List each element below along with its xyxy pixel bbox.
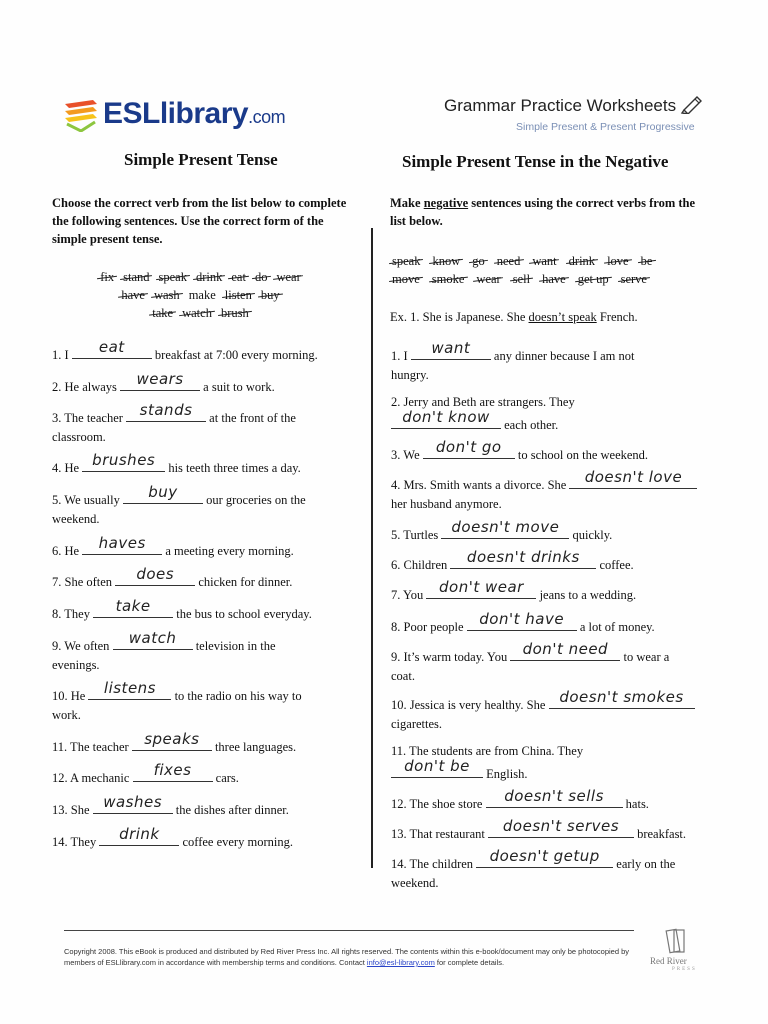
question-prompt: 12. A mechanic <box>52 771 133 785</box>
answer-blank[interactable] <box>391 757 483 778</box>
negative-word: negative <box>423 196 469 210</box>
handwritten-answer: doesn't serves <box>502 817 620 835</box>
question-prompt: 12. The shoe store <box>391 797 486 811</box>
question-prompt: 14. The children <box>391 857 477 871</box>
question-continuation: evenings. <box>52 658 100 672</box>
word-bank-word: smoke <box>431 272 465 286</box>
question-prompt: 5. Turtles <box>391 528 442 542</box>
question-prompt: 8. They <box>52 607 94 621</box>
word-bank-word: fix <box>100 270 115 284</box>
handwritten-answer: doesn't sells <box>504 787 604 805</box>
logo-text: ESLlibrary <box>103 97 249 130</box>
word-bank-word: wash <box>153 288 180 302</box>
answer-blank[interactable] <box>569 468 697 489</box>
question-prompt: 4. Mrs. Smith wants a divorce. She <box>391 478 570 492</box>
handwritten-answer: stands <box>139 401 193 419</box>
word-bank-word: want <box>532 254 557 268</box>
question-prompt: 13. She <box>52 803 93 817</box>
word-bank-word: get up <box>577 272 609 286</box>
word-bank-word: love <box>607 254 629 268</box>
question-continuation: three languages. <box>211 740 297 754</box>
answer-blank[interactable] <box>423 438 515 459</box>
question-13 <box>52 793 364 820</box>
question-continuation: each other. <box>501 418 559 432</box>
esl-library-logo <box>63 96 293 136</box>
question-continuation: chicken for dinner. <box>195 575 293 589</box>
question-9 <box>52 629 364 675</box>
handwritten-answer: watch <box>128 629 177 647</box>
question-11 <box>52 730 364 757</box>
handwritten-answer: don't wear <box>439 578 524 596</box>
logo-suffix: .com <box>248 107 286 127</box>
word-bank-word: drink <box>195 270 223 284</box>
answer-blank[interactable] <box>510 640 620 661</box>
answer-blank[interactable] <box>391 408 501 429</box>
answer-blank[interactable] <box>126 401 206 422</box>
question-5 <box>52 483 364 529</box>
answer-blank[interactable] <box>88 679 171 700</box>
left-title: Simple Present Tense <box>124 150 278 169</box>
handwritten-answer: don't have <box>479 610 565 628</box>
handwritten-answer: don't know <box>402 408 490 426</box>
answer-blank[interactable] <box>99 825 179 846</box>
question-prompt: 13. That restaurant <box>391 827 488 841</box>
question-continuation: a meeting every morning. <box>162 544 294 558</box>
question-prompt: 6. He <box>52 544 83 558</box>
word-bank-row <box>392 252 712 270</box>
question-continuation: work. <box>52 708 81 722</box>
handwritten-answer: drink <box>119 825 160 843</box>
handwritten-answer: doesn't getup <box>489 847 600 865</box>
question-prompt: 8. Poor people <box>391 620 467 634</box>
word-bank-word: be <box>640 254 653 268</box>
handwritten-answer: doesn't move <box>451 518 560 536</box>
word-bank-word: stand <box>123 270 150 284</box>
question-8 <box>52 597 364 624</box>
word-bank-word: have <box>542 272 566 286</box>
question-9 <box>391 640 716 686</box>
word-bank-word: take <box>152 306 174 320</box>
question-14 <box>391 847 716 893</box>
answer-blank[interactable] <box>72 338 152 359</box>
question-7 <box>52 565 364 592</box>
word-bank-word: know <box>432 254 461 268</box>
question-prompt: 14. They <box>52 835 100 849</box>
answer-blank[interactable] <box>450 548 596 569</box>
word-bank-row <box>60 286 350 304</box>
question-2 <box>391 393 716 435</box>
word-bank-word: drink <box>568 254 596 268</box>
question-prompt: 9. We often <box>52 639 113 653</box>
answer-blank[interactable] <box>488 817 634 838</box>
question-continuation: at the front of the <box>206 411 296 425</box>
question-continuation: the dishes after dinner. <box>172 803 289 817</box>
question-prompt: 2. Jerry and Beth are strangers. They <box>391 395 575 409</box>
question-continuation: any dinner because I am not <box>490 349 635 363</box>
question-continuation: coat. <box>391 669 415 683</box>
word-bank-word: do <box>254 270 268 284</box>
handwritten-answer: want <box>431 339 471 357</box>
question-prompt: 9. It’s warm today. You <box>391 650 511 664</box>
question-continuation: weekend. <box>52 512 100 526</box>
right-instructions: Make negative sentences using the correct verbs from the list below. <box>390 196 696 228</box>
question-continuation: to school on the weekend. <box>514 448 649 462</box>
question-10 <box>391 688 716 734</box>
word-bank-row <box>392 270 712 288</box>
question-prompt: 3. We <box>391 448 423 462</box>
word-bank-row <box>60 268 350 286</box>
handwritten-answer: listens <box>103 679 156 697</box>
publisher-name: Red River <box>650 956 687 966</box>
answer-blank[interactable] <box>486 787 623 808</box>
word-bank-word: sell <box>512 272 531 286</box>
handwritten-answer: take <box>115 597 151 615</box>
question-10 <box>52 679 364 725</box>
question-continuation: the bus to school everyday. <box>173 607 312 621</box>
answer-blank[interactable] <box>476 847 613 868</box>
word-bank-word: watch <box>182 306 212 320</box>
question-7 <box>391 578 716 605</box>
answer-blank[interactable] <box>426 578 536 599</box>
handwritten-answer: don't go <box>435 438 502 456</box>
answer-blank[interactable] <box>441 518 569 539</box>
question-6 <box>391 548 716 575</box>
question-4 <box>391 468 716 514</box>
question-3 <box>52 401 364 447</box>
question-continuation: breakfast. <box>633 827 687 841</box>
question-continuation: his teeth three times a day. <box>165 461 301 475</box>
answer-blank[interactable] <box>93 597 173 618</box>
question-prompt: 1. I <box>52 348 72 362</box>
question-prompt: 1. I <box>391 349 411 363</box>
question-1 <box>52 338 364 365</box>
contact-email-link[interactable]: info@esl-library.com <box>366 958 435 967</box>
question-continuation: her husband anymore. <box>391 497 502 511</box>
handwritten-answer: doesn't smokes <box>559 688 684 706</box>
question-5 <box>391 518 716 545</box>
question-continuation: television in the <box>192 639 276 653</box>
word-bank-word: wear <box>276 270 301 284</box>
question-prompt: 2. He always <box>52 380 121 394</box>
series-title: Grammar Practice Worksheets <box>444 96 677 115</box>
handwritten-answer: don't need <box>522 640 609 658</box>
question-continuation: English. <box>483 767 528 781</box>
question-2 <box>52 370 364 397</box>
question-8 <box>391 610 716 637</box>
pencil-icon <box>680 92 704 114</box>
question-continuation: cigarettes. <box>391 717 443 731</box>
series-subtitle: Simple Present & Present Progressive <box>516 121 695 133</box>
question-continuation: weekend. <box>391 876 439 890</box>
question-1 <box>391 339 716 385</box>
question-prompt: 7. She often <box>52 575 116 589</box>
word-bank-word: eat <box>231 270 246 284</box>
footer-rule <box>64 930 634 931</box>
question-prompt: 3. The teacher <box>52 411 127 425</box>
question-12 <box>391 787 716 814</box>
publisher-sub: PRESS <box>672 967 697 972</box>
question-prompt: 6. Children <box>391 558 451 572</box>
handwritten-answer: speaks <box>144 730 200 748</box>
question-continuation: early on the <box>613 857 676 871</box>
answer-blank[interactable] <box>120 370 200 391</box>
question-prompt: 10. He <box>52 689 89 703</box>
question-prompt: 4. He <box>52 461 83 475</box>
answer-blank[interactable] <box>549 688 695 709</box>
answer-blank[interactable] <box>133 761 213 782</box>
handwritten-answer: doesn't drinks <box>466 548 580 566</box>
word-bank-word: move <box>392 272 420 286</box>
question-continuation: a lot of money. <box>576 620 655 634</box>
question-prompt: 11. The teacher <box>52 740 132 754</box>
handwritten-answer: doesn't love <box>584 468 683 486</box>
book-stack-icon <box>63 98 99 132</box>
question-continuation: quickly. <box>569 528 613 542</box>
handwritten-answer: don't be <box>404 757 470 775</box>
example-sentence: Ex. 1. She is Japanese. She doesn’t speak French. <box>390 310 638 324</box>
word-bank-word: go <box>472 254 485 268</box>
handwritten-answer: brushes <box>92 451 156 469</box>
question-prompt: 10. Jessica is very healthy. She <box>391 698 549 712</box>
handwritten-answer: does <box>136 565 175 583</box>
word-bank-word: wear <box>476 272 501 286</box>
question-prompt: 7. You <box>391 588 427 602</box>
question-continuation: hats. <box>622 797 649 811</box>
answer-blank[interactable] <box>82 534 162 555</box>
question-continuation: breakfast at 7:00 every morning. <box>151 348 318 362</box>
handwritten-answer: haves <box>98 534 146 552</box>
question-continuation: jeans to a wedding. <box>536 588 637 602</box>
question-14 <box>52 825 364 852</box>
red-river-books-icon <box>660 926 692 956</box>
question-3 <box>391 438 716 465</box>
answer-blank[interactable] <box>115 565 195 586</box>
question-continuation: to wear a <box>620 650 670 664</box>
question-prompt: 5. We usually <box>52 493 123 507</box>
right-title: Simple Present Tense in the Negative <box>402 152 669 171</box>
question-continuation: to the radio on his way to <box>171 689 302 703</box>
question-11 <box>391 742 716 784</box>
word-bank-word: serve <box>620 272 647 286</box>
word-bank-word: buy <box>260 288 280 302</box>
left-word-bank <box>60 268 350 322</box>
word-bank-word: brush <box>220 306 249 320</box>
word-bank-word: have <box>121 288 145 302</box>
answer-blank[interactable] <box>82 451 165 472</box>
question-continuation: hungry. <box>391 368 429 382</box>
right-word-bank <box>392 252 712 288</box>
question-4 <box>52 451 364 478</box>
handwritten-answer: buy <box>148 483 178 501</box>
example-answer: doesn’t speak <box>528 310 597 324</box>
question-continuation: cars. <box>212 771 239 785</box>
answer-blank[interactable] <box>93 793 173 814</box>
copyright-notice: Copyright 2008. This eBook is produced and distributed by Red River Press Inc. All rights reserved. The contents within this e-book/document may only be photocopied by members of ESLlibrary.com in accordance with membership terms and conditions. Contact info@esl-library.com for complete details. <box>64 947 630 967</box>
question-continuation: coffee. <box>596 558 634 572</box>
question-continuation: coffee every morning. <box>179 835 293 849</box>
left-instructions: Choose the correct verb from the list below to complete the following sentences. Use the correct form of the simple present tense. <box>52 196 347 246</box>
question-continuation: classroom. <box>52 430 106 444</box>
word-bank-word: need <box>496 254 521 268</box>
question-6 <box>52 534 364 561</box>
word-bank-word: speak <box>158 270 187 284</box>
column-divider <box>371 228 373 868</box>
question-13 <box>391 817 716 844</box>
handwritten-answer: eat <box>98 338 125 356</box>
question-12 <box>52 761 364 788</box>
word-bank-row <box>60 304 350 322</box>
handwritten-answer: washes <box>103 793 163 811</box>
answer-blank[interactable] <box>123 483 203 504</box>
answer-blank[interactable] <box>113 629 193 650</box>
answer-blank[interactable] <box>467 610 577 631</box>
question-prompt: 11. The students are from China. They <box>391 744 584 758</box>
word-bank-word: make <box>188 288 216 302</box>
handwritten-answer: fixes <box>153 761 192 779</box>
answer-blank[interactable] <box>411 339 491 360</box>
word-bank-word: listen <box>224 288 252 302</box>
handwritten-answer: wears <box>136 370 184 388</box>
answer-blank[interactable] <box>132 730 212 751</box>
word-bank-word: speak <box>392 254 421 268</box>
question-continuation: our groceries on the <box>202 493 306 507</box>
question-continuation: a suit to work. <box>200 380 275 394</box>
